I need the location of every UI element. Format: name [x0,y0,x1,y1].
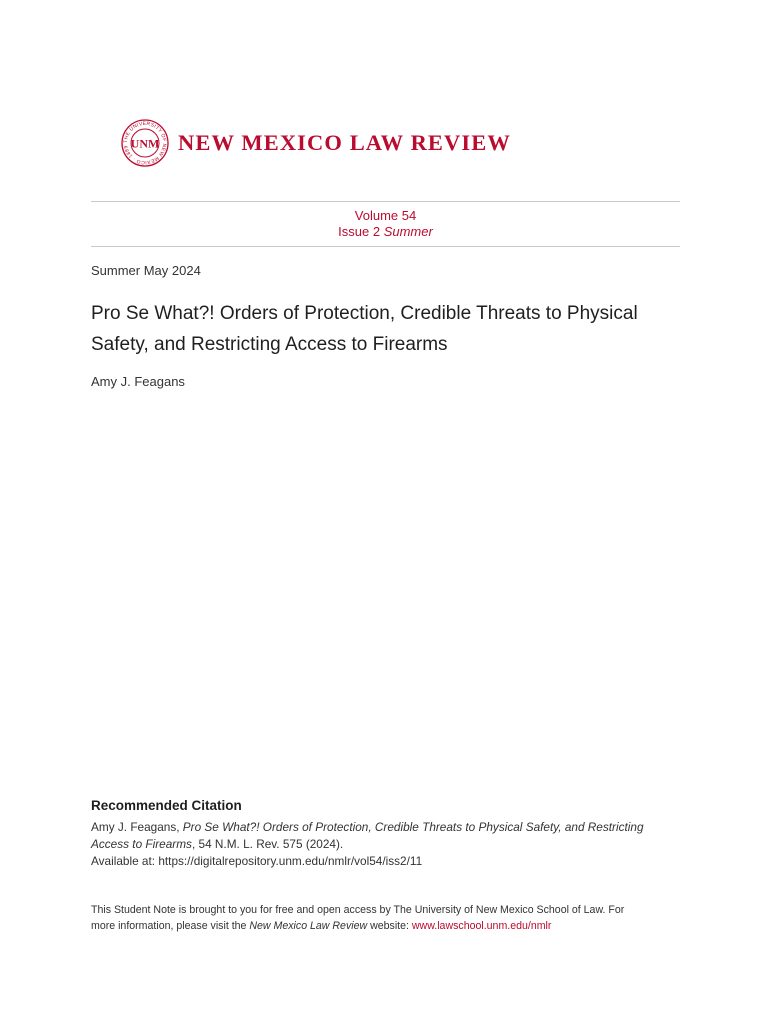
note-text: more information, please visit the [91,919,250,932]
volume-link[interactable]: Volume 54 [354,208,417,223]
citation-body [91,819,691,870]
journal-header [121,119,511,167]
citation-line2 [91,836,691,853]
citation-heading: Recommended Citation [91,798,242,813]
author-name: Amy J. Feagans [91,374,185,389]
journal-title: NEW MEXICO LAW REVIEW [178,130,511,155]
seal-text: THE UNIVERSITY OF NEW MEXICO · 1889 [122,120,168,166]
citation-author: Amy J. Feagans, [91,820,183,834]
issue-number: Issue 2 [338,224,384,239]
publication-date: Summer May 2024 [91,263,201,278]
note-line1: This Student Note is brought to you for free and open access by The University of New Mexico School of Law. For [91,904,625,916]
unm-seal-icon [121,119,169,167]
issue-link[interactable] [91,224,680,240]
citation-available[interactable]: Available at: https://digitalrepository.unm.edu/nmlr/vol54/iss2/11 [91,854,423,868]
article-title-line1: Pro Se What?! Orders of Protection, Credible Threats to Physical [91,303,638,324]
note-journal: New Mexico Law Review [249,919,368,932]
citation-title-part1: Pro Se What?! Orders of Protection, Credible Threats to Physical Safety, and Restricting [182,820,644,834]
citation-title-part2: Access to Firearms [91,837,192,851]
citation-source: , 54 N.M. L. Rev. 575 (2024). [191,837,344,851]
article-title [91,298,691,360]
note-text-mid: website: [367,919,412,932]
citation-line1 [91,819,691,836]
volume-issue-block [91,208,680,240]
svg-text:UNM: UNM [130,136,160,151]
divider-top [91,201,680,202]
website-link[interactable]: www.lawschool.unm.edu/nmlr [411,919,552,932]
access-note [91,903,691,934]
issue-season: Summer [383,224,433,239]
article-title-line2: Safety, and Restricting Access to Firearms [91,334,448,355]
note-line2 [91,919,691,935]
divider-bottom [91,246,680,247]
